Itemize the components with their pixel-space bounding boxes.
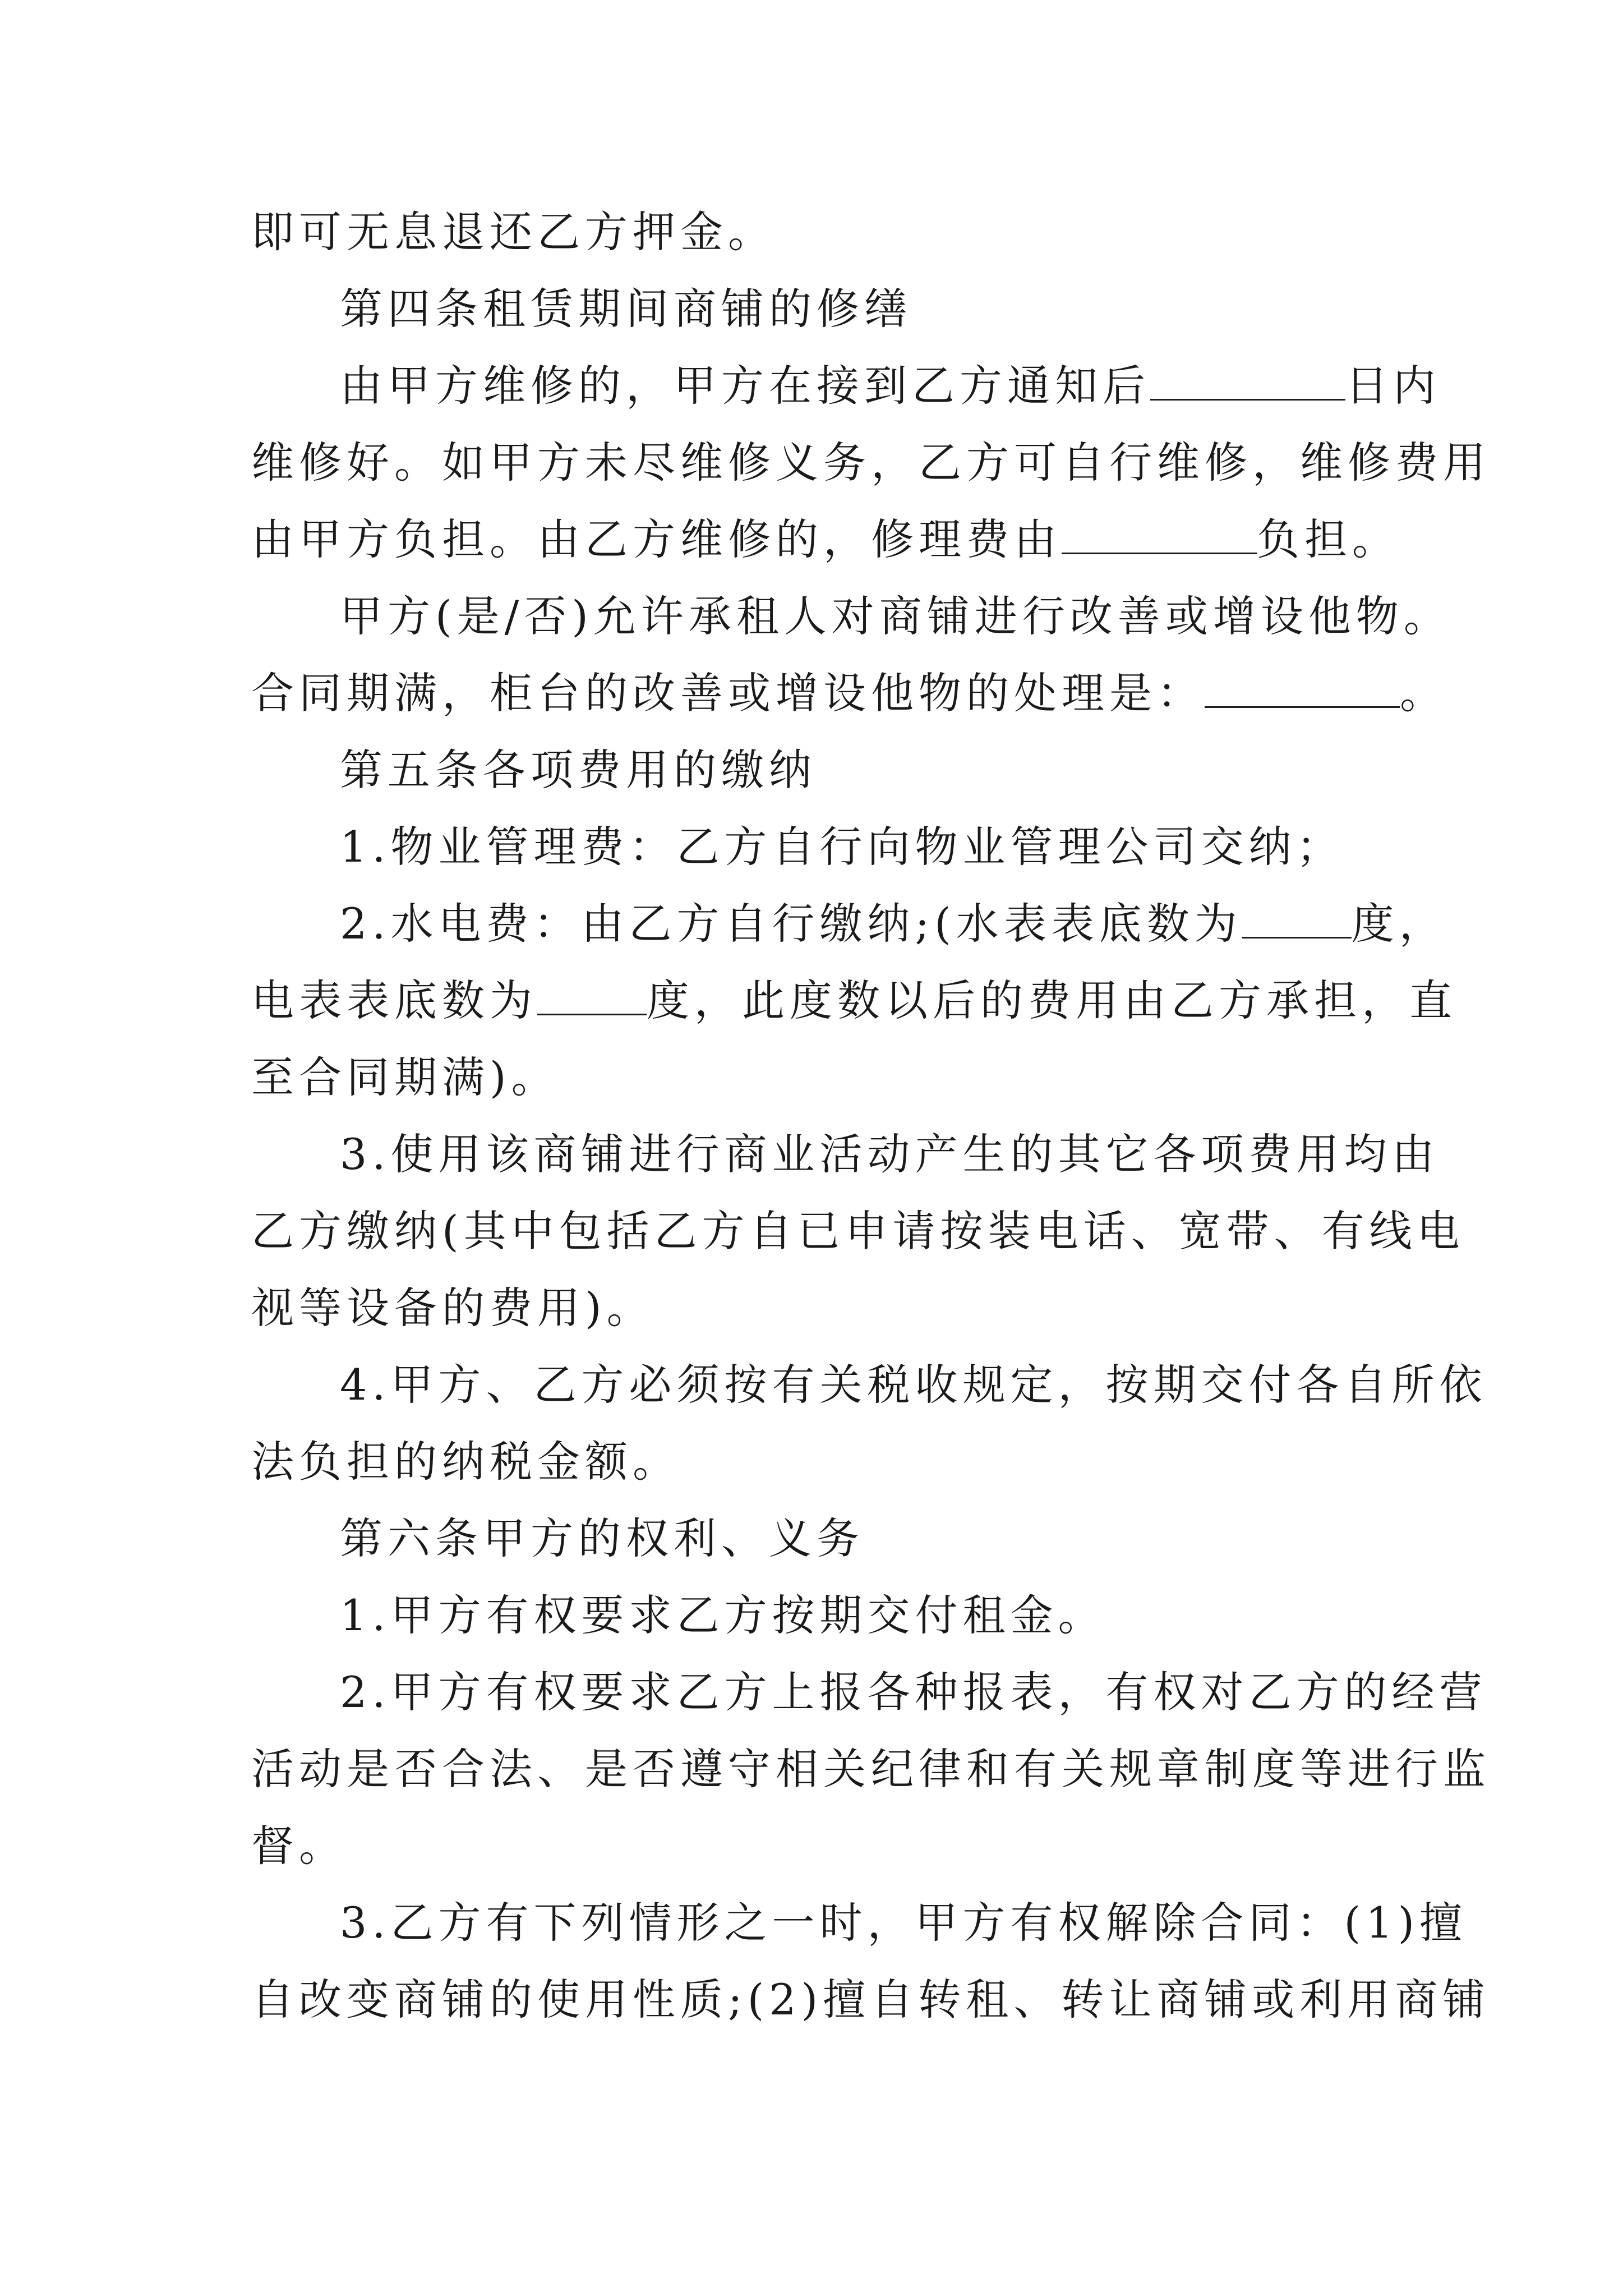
paragraph-line: 甲方(是/否)允许承租人对商铺进行改善或增设他物。 <box>340 591 1451 641</box>
paragraph-line: 法负担的纳税金额。 <box>251 1437 680 1487</box>
paragraph-line: 活动是否合法、是否遵守相关纪律和有关规章制度等进行监 <box>251 1744 1491 1794</box>
paragraph-line: 1.甲方有权要求乙方按期交付租金。 <box>340 1590 1106 1640</box>
paragraph-line <box>251 347 1441 424</box>
fill-in-blank <box>1242 902 1352 938</box>
text-span: 由甲方维修的，甲方在接到乙方通知后 <box>340 361 1150 411</box>
text-span: 2.水电费：由乙方自行缴纳;(水表表底数为 <box>340 899 1242 949</box>
paragraph-line: 至合同期满)。 <box>251 1052 559 1102</box>
text-span: 合同期满，柜台的改善或增设他物的处理是： <box>251 668 1205 718</box>
text-span: 由甲方负担。由乙方维修的，修理费由 <box>251 514 1062 564</box>
paragraph-line <box>251 885 1447 962</box>
text-span: 电表表底数为 <box>251 976 537 1025</box>
section-heading-5: 第五条各项费用的缴纳 <box>340 745 817 795</box>
paragraph-line: 4.甲方、乙方必须按有关税收规定，按期交付各自所依 <box>340 1360 1487 1410</box>
text-span: 度， <box>1351 899 1447 949</box>
text-span: 日内 <box>1345 361 1441 411</box>
paragraph-line: 1.物业管理费：乙方自行向物业管理公司交纳； <box>340 822 1344 872</box>
fill-in-blank <box>537 979 647 1015</box>
paragraph-line: 维修好。如甲方未尽维修义务，乙方可自行维修，维修费用 <box>251 438 1491 487</box>
fill-in-blank <box>1205 671 1400 708</box>
paragraph-line <box>251 962 1457 1039</box>
paragraph-line: 乙方缴纳(其中包括乙方自已申请按装电话、宽带、有线电 <box>251 1206 1465 1256</box>
paragraph-line: 视等设备的费用)。 <box>251 1283 654 1333</box>
fill-in-blank <box>1062 518 1257 554</box>
section-heading-4: 第四条租赁期间商铺的修缮 <box>340 284 912 334</box>
fill-in-blank <box>1150 364 1345 401</box>
paragraph-line: 2.甲方有权要求乙方上报各种报表，有权对乙方的经营 <box>340 1667 1487 1717</box>
text-span: 负担。 <box>1257 514 1400 564</box>
text-span: 度，此度数以后的费用由乙方承担，直 <box>647 976 1457 1025</box>
paragraph-line: 3.使用该商铺进行商业活动产生的其它各项费用均由 <box>340 1129 1440 1179</box>
paragraph-line: 自改变商铺的使用性质;(2)擅自转租、转让商铺或利用商铺 <box>251 1975 1491 2024</box>
paragraph-line <box>251 501 1400 578</box>
document-page <box>251 194 1491 2038</box>
paragraph-line: 即可无息退还乙方押金。 <box>251 207 776 257</box>
paragraph-line: 3.乙方有下列情形之一时，甲方有权解除合同：(1)擅 <box>340 1898 1468 1948</box>
paragraph-line <box>251 655 1447 731</box>
text-span: 。 <box>1400 668 1447 718</box>
section-heading-6: 第六条甲方的权利、义务 <box>340 1513 864 1563</box>
paragraph-line: 督。 <box>251 1821 347 1871</box>
